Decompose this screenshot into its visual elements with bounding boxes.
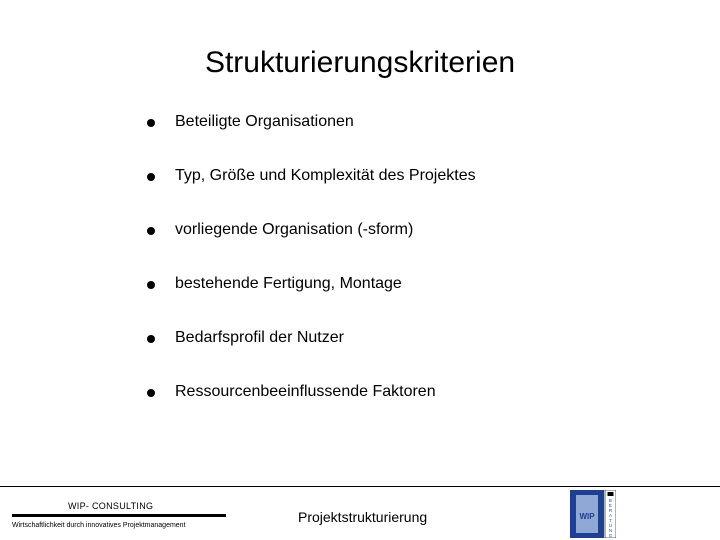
bullet-dot-icon (147, 281, 155, 289)
company-name: WIP- CONSULTING (68, 501, 154, 511)
bullet-text: Typ, Größe und Komplexität des Projektes (175, 167, 476, 184)
logo-text: WIP (579, 512, 595, 521)
bullet-item (147, 270, 476, 324)
bullet-item (147, 216, 476, 270)
logo-letter: E (609, 503, 612, 508)
company-tagline: Wirtschaftlichkeit durch innovatives Projektmanagement (12, 522, 186, 529)
bullet-text: Bedarfsprofil der Nutzer (175, 329, 344, 346)
logo-letter: A (609, 513, 612, 518)
logo-side-block (608, 492, 614, 496)
bullet-item (147, 162, 476, 216)
bullet-dot-icon (147, 173, 155, 181)
bullet-dot-icon (147, 227, 155, 235)
logo-letter: U (608, 523, 613, 528)
footer-divider (0, 486, 720, 487)
logo-letter: B (609, 498, 612, 503)
logo-letter: T (609, 518, 612, 523)
bullet-text: bestehende Fertigung, Montage (175, 275, 402, 292)
bullet-list (147, 108, 476, 432)
logo-letter: R (608, 508, 613, 513)
bullet-dot-icon (147, 119, 155, 127)
bullet-dot-icon (147, 335, 155, 343)
logo-letter: N (608, 528, 613, 533)
footer-topic: Projektstrukturierung (298, 509, 428, 525)
company-underline (12, 514, 226, 517)
bullet-text: vorliegende Organisation (-sform) (175, 221, 414, 238)
logo-letter: G (608, 533, 613, 538)
bullet-dot-icon (147, 389, 155, 397)
bullet-item (147, 378, 476, 432)
wip-logo (570, 490, 616, 538)
bullet-item (147, 324, 476, 378)
bullet-text: Ressourcenbeeinflussende Faktoren (175, 383, 436, 400)
bullet-item (147, 108, 476, 162)
slide-title: Strukturierungskriterien (204, 46, 516, 80)
bullet-text: Beteiligte Organisationen (175, 113, 354, 130)
